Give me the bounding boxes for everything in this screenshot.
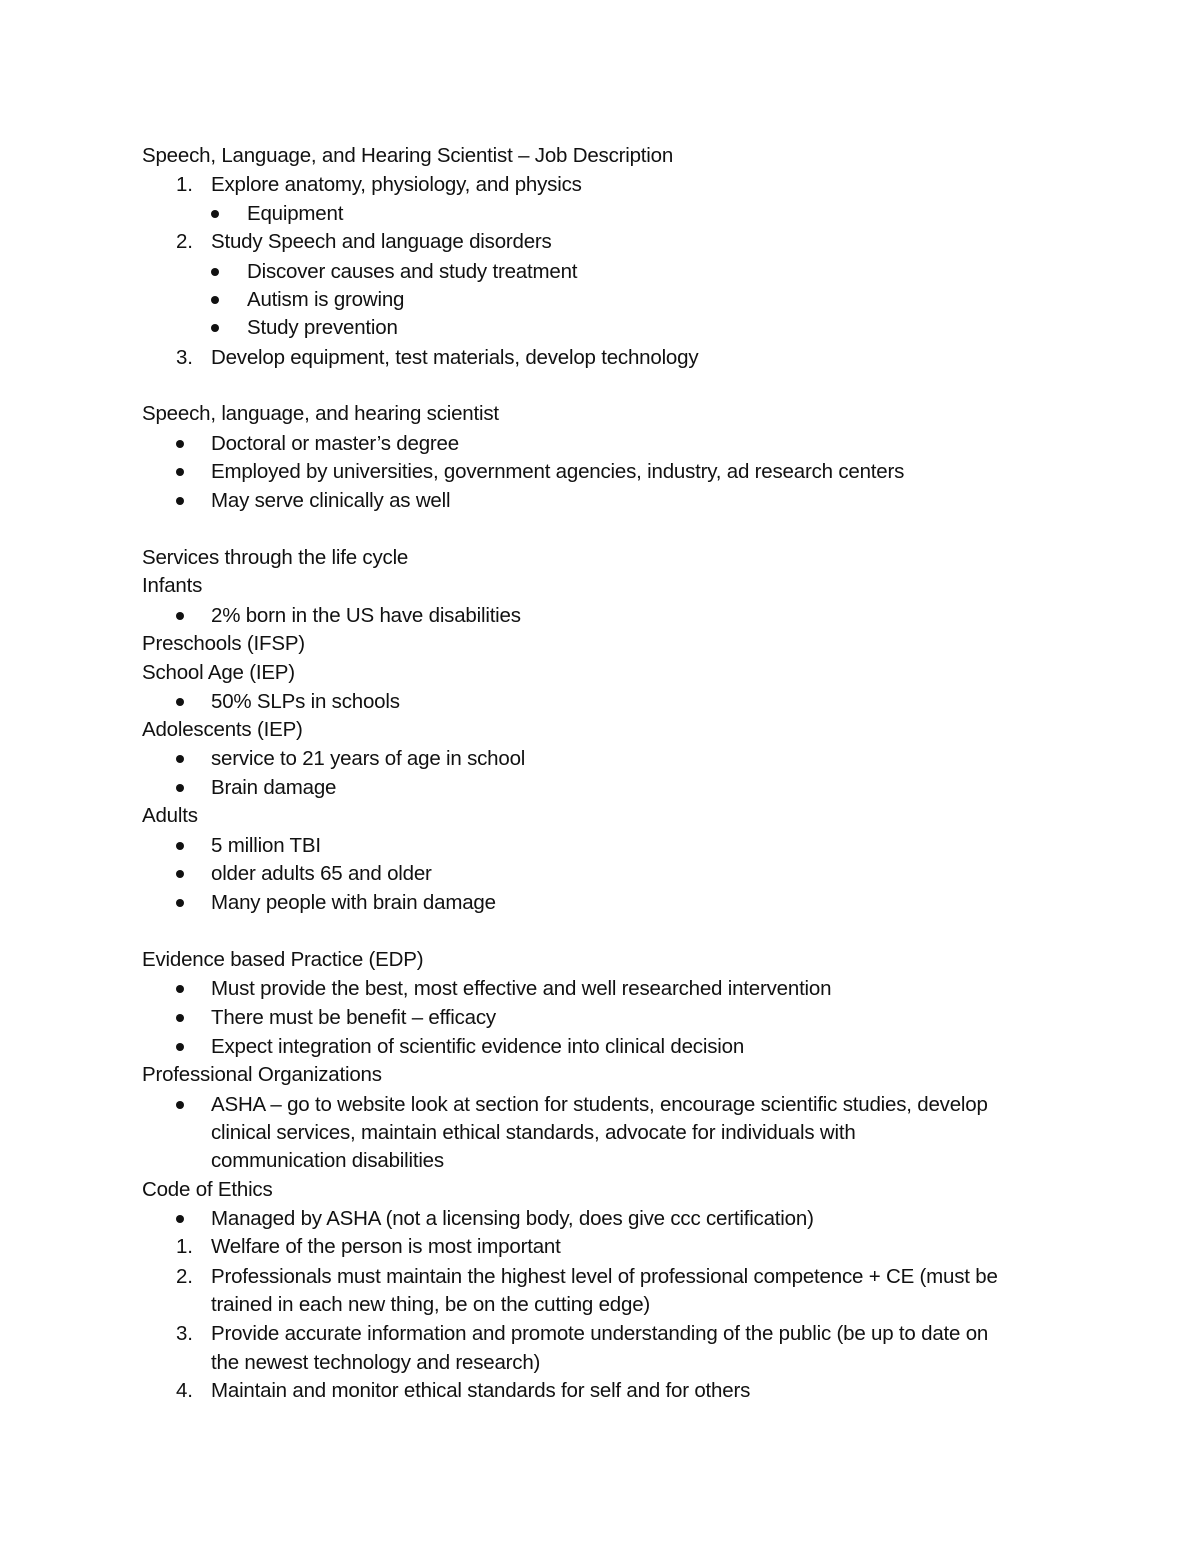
bullet-icon bbox=[176, 755, 184, 763]
numbered-item bbox=[176, 1320, 1126, 1348]
label-text: Infants bbox=[142, 574, 203, 597]
bullet-item bbox=[176, 975, 1126, 1003]
bullet-item bbox=[176, 745, 1076, 773]
bullet-continuation bbox=[211, 1147, 1111, 1175]
section-heading bbox=[142, 1176, 273, 1204]
heading-text: Services through the life cycle bbox=[142, 546, 409, 569]
item-text: Explore anatomy, physiology, and physics bbox=[211, 173, 582, 196]
numbered-item bbox=[176, 1233, 1126, 1261]
bullet-text: There must be benefit – efficacy bbox=[211, 1006, 496, 1029]
item-text: Develop equipment, test materials, develop technology bbox=[211, 346, 699, 369]
bullet-item bbox=[176, 430, 1076, 458]
section-heading bbox=[142, 400, 499, 428]
bullet-item bbox=[176, 832, 1076, 860]
bullet-text: 5 million TBI bbox=[211, 834, 321, 857]
subsection-label bbox=[142, 659, 295, 687]
bullet-text: Study prevention bbox=[247, 316, 398, 339]
label-text: Adults bbox=[142, 804, 198, 827]
item-number: 1. bbox=[176, 1235, 193, 1258]
item-text: Provide accurate information and promote understanding of the public (be up to date on bbox=[211, 1322, 989, 1345]
item-number: 2. bbox=[176, 230, 193, 253]
item-number: 2. bbox=[176, 1265, 193, 1288]
numbered-item bbox=[176, 1263, 1126, 1291]
bullet-text: Discover causes and study treatment bbox=[247, 260, 578, 283]
bullet-text: Expect integration of scientific evidence into clinical decision bbox=[211, 1035, 745, 1058]
continuation-text: the newest technology and research) bbox=[211, 1351, 541, 1374]
bullet-icon bbox=[211, 324, 219, 332]
bullet-icon bbox=[211, 210, 219, 218]
bullet-icon bbox=[176, 1043, 184, 1051]
item-number: 3. bbox=[176, 1322, 193, 1345]
bullet-text: Autism is growing bbox=[247, 288, 405, 311]
item-text: Study Speech and language disorders bbox=[211, 230, 552, 253]
numbered-item bbox=[176, 1377, 1126, 1405]
bullet-item bbox=[176, 860, 1076, 888]
continuation-text: communication disabilities bbox=[211, 1149, 444, 1172]
heading-text: Evidence based Practice (EDP) bbox=[142, 948, 424, 971]
bullet-text: Brain damage bbox=[211, 776, 337, 799]
bullet-continuation bbox=[211, 1119, 1111, 1147]
heading-text: Code of Ethics bbox=[142, 1178, 273, 1201]
label-text: Adolescents (IEP) bbox=[142, 718, 303, 741]
bullet-item bbox=[176, 889, 1076, 917]
numbered-item bbox=[176, 344, 876, 372]
bullet-icon bbox=[211, 296, 219, 304]
bullet-text: Many people with brain damage bbox=[211, 891, 496, 914]
bullet-icon bbox=[176, 899, 184, 907]
label-text: Preschools (IFSP) bbox=[142, 632, 305, 655]
continuation-text: clinical services, maintain ethical standards, advocate for individuals with bbox=[211, 1121, 856, 1144]
bullet-icon bbox=[176, 870, 184, 878]
bullet-icon bbox=[211, 268, 219, 276]
bullet-icon bbox=[176, 784, 184, 792]
item-continuation bbox=[211, 1291, 1111, 1319]
subsection-label bbox=[142, 716, 303, 744]
bullet-icon bbox=[176, 1014, 184, 1022]
bullet-text: 2% born in the US have disabilities bbox=[211, 604, 521, 627]
bullet-text: Equipment bbox=[247, 202, 344, 225]
bullet-text: service to 21 years of age in school bbox=[211, 747, 526, 770]
bullet-item bbox=[176, 1004, 1126, 1032]
numbered-item bbox=[176, 228, 876, 256]
bullet-icon bbox=[176, 842, 184, 850]
bullet-item bbox=[176, 1033, 1126, 1061]
section-heading bbox=[142, 544, 408, 572]
bullet-icon bbox=[176, 1215, 184, 1223]
item-number: 3. bbox=[176, 346, 193, 369]
item-text: Maintain and monitor ethical standards for self and for others bbox=[211, 1379, 751, 1402]
bullet-item bbox=[176, 688, 1076, 716]
bullet-text: ASHA – go to website look at section for students, encourage scientific studies, develop bbox=[211, 1093, 988, 1116]
numbered-item bbox=[176, 171, 876, 199]
bullet-icon bbox=[176, 985, 184, 993]
bullet-item bbox=[176, 487, 1076, 515]
bullet-icon bbox=[176, 612, 184, 620]
bullet-text: Doctoral or master’s degree bbox=[211, 432, 459, 455]
bullet-icon bbox=[176, 440, 184, 448]
bullet-item bbox=[176, 774, 1076, 802]
section-heading bbox=[142, 142, 673, 170]
bullet-icon bbox=[176, 497, 184, 505]
heading-text: Speech, language, and hearing scientist bbox=[142, 402, 499, 425]
bullet-text: Managed by ASHA (not a licensing body, does give ccc certification) bbox=[211, 1207, 814, 1230]
item-continuation bbox=[211, 1349, 1111, 1377]
bullet-icon bbox=[176, 468, 184, 476]
sub-bullet-item bbox=[211, 200, 911, 228]
item-number: 4. bbox=[176, 1379, 193, 1402]
subsection-label bbox=[142, 572, 202, 600]
bullet-item bbox=[176, 1091, 1126, 1119]
bullet-text: older adults 65 and older bbox=[211, 862, 432, 885]
sub-bullet-item bbox=[211, 286, 911, 314]
bullet-item bbox=[176, 1205, 1126, 1233]
heading-text: Professional Organizations bbox=[142, 1063, 382, 1086]
section-heading bbox=[142, 946, 423, 974]
item-number: 1. bbox=[176, 173, 193, 196]
sub-bullet-item bbox=[211, 258, 911, 286]
heading-text: Speech, Language, and Hearing Scientist – Job Description bbox=[142, 144, 674, 167]
bullet-text: Employed by universities, government agencies, industry, ad research centers bbox=[211, 460, 905, 483]
continuation-text: trained in each new thing, be on the cutting edge) bbox=[211, 1293, 651, 1316]
bullet-text: Must provide the best, most effective and well researched intervention bbox=[211, 977, 832, 1000]
subsection-label bbox=[142, 802, 198, 830]
bullet-text: 50% SLPs in schools bbox=[211, 690, 400, 713]
bullet-icon bbox=[176, 698, 184, 706]
section-heading bbox=[142, 1061, 382, 1089]
bullet-text: May serve clinically as well bbox=[211, 489, 451, 512]
bullet-item bbox=[176, 602, 1076, 630]
item-text: Welfare of the person is most important bbox=[211, 1235, 561, 1258]
subsection-label bbox=[142, 630, 305, 658]
item-text: Professionals must maintain the highest level of professional competence + CE (must be bbox=[211, 1265, 998, 1288]
bullet-item bbox=[176, 458, 1076, 486]
bullet-icon bbox=[176, 1101, 184, 1109]
sub-bullet-item bbox=[211, 314, 911, 342]
label-text: School Age (IEP) bbox=[142, 661, 295, 684]
